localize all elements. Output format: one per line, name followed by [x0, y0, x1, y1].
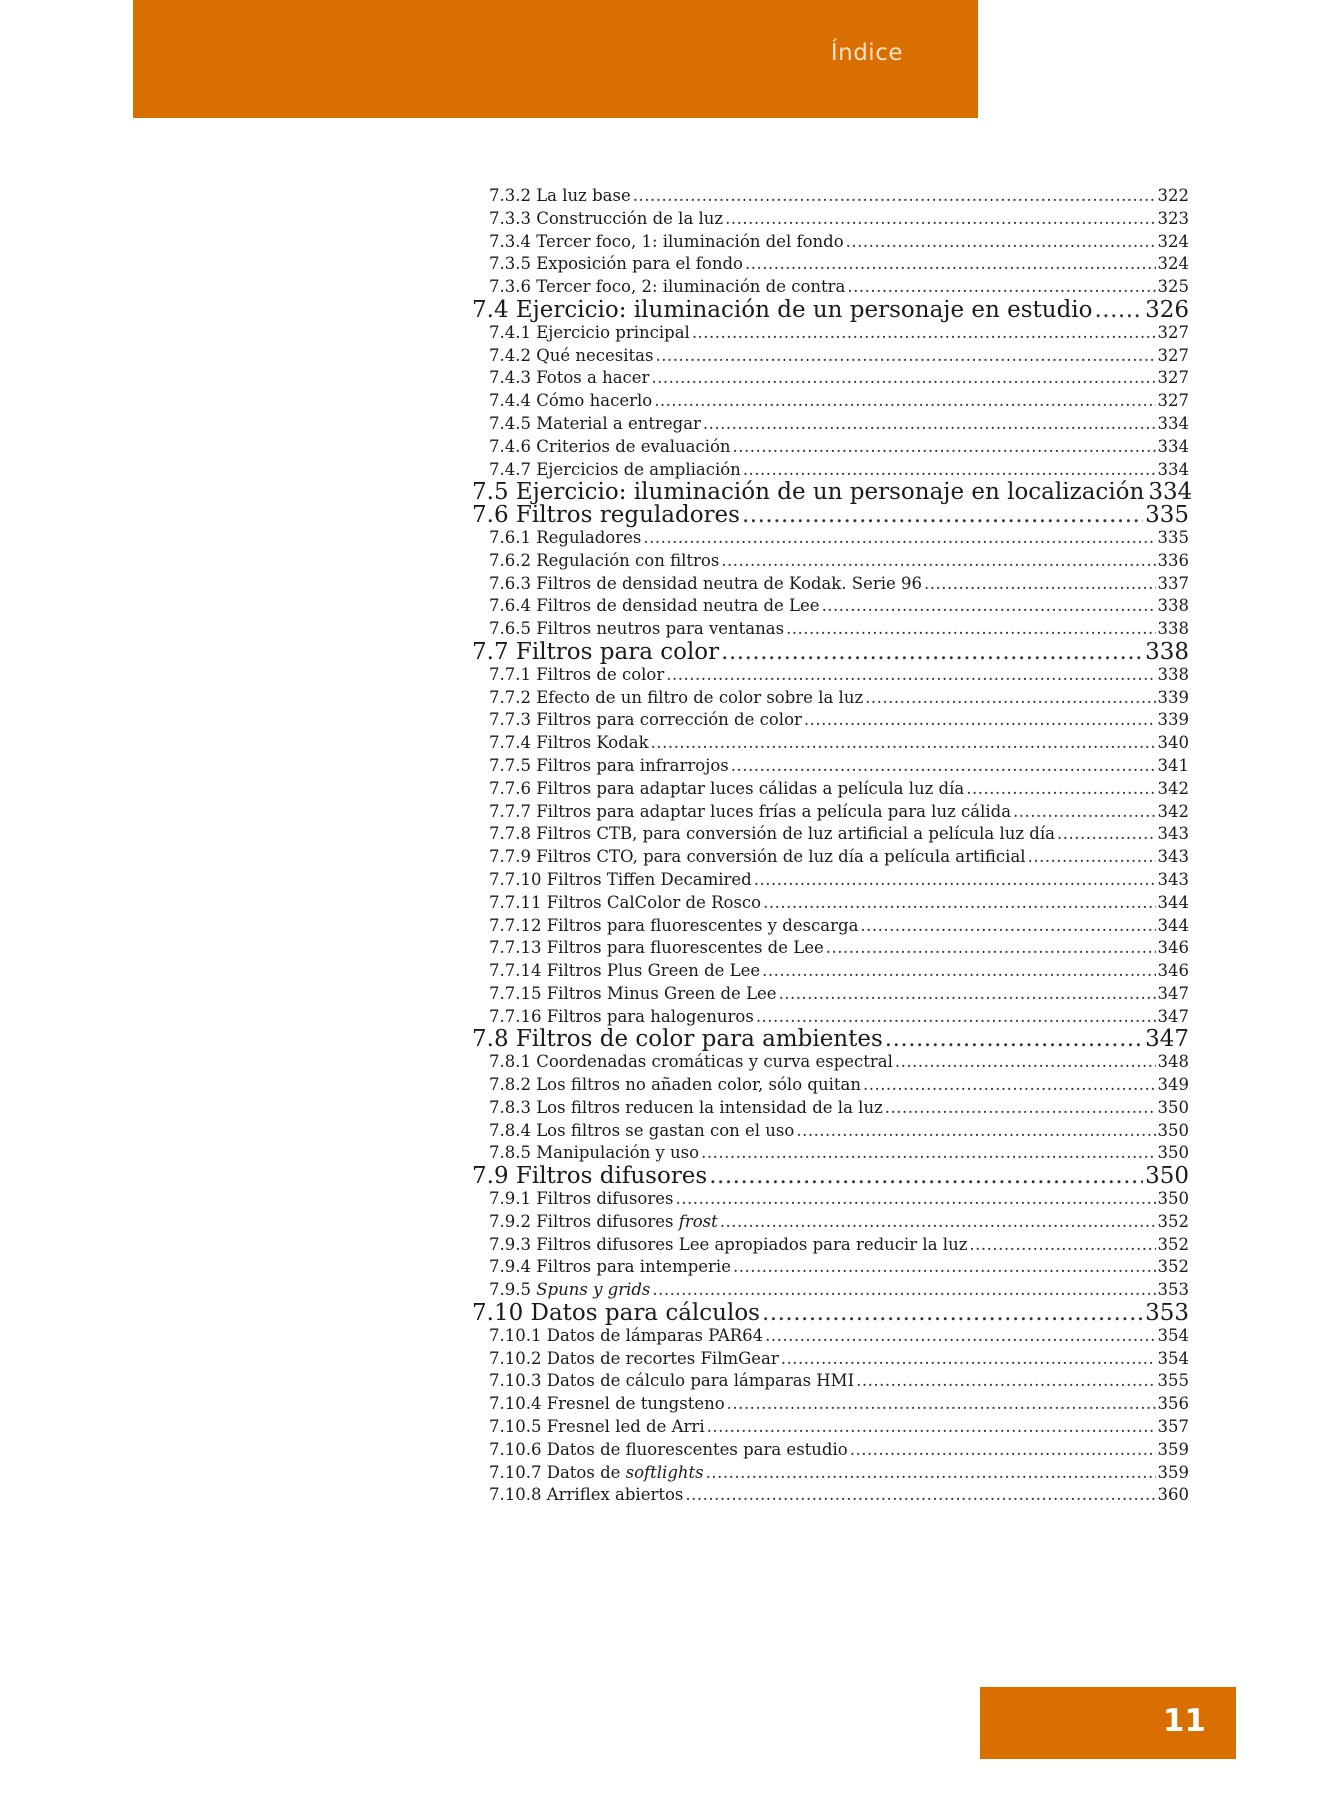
toc-entry-label: 7.7 Filtros para color [472, 638, 720, 665]
toc-dot-leader [727, 1393, 1156, 1416]
toc-entry-page: 348 [1157, 1052, 1189, 1072]
toc-dot-leader [1095, 299, 1144, 322]
toc-entry-page: 343 [1157, 824, 1189, 844]
toc-entry-page: 353 [1157, 1280, 1189, 1300]
toc-entry-label: 7.7.3 Filtros para corrección de color [489, 710, 802, 730]
toc-subsection-entry[interactable] [472, 755, 1189, 778]
toc-entry-page: 346 [1157, 938, 1189, 958]
toc-subsection-entry[interactable] [472, 1188, 1189, 1211]
toc-subsection-entry[interactable] [472, 276, 1189, 299]
toc-subsection-entry[interactable] [472, 1439, 1189, 1462]
toc-entry-label: 7.10.8 Arriflex abiertos [489, 1485, 684, 1505]
toc-entry-page: 359 [1157, 1462, 1189, 1482]
toc-entry-label: 7.3.4 Tercer foco, 1: iluminación del fondo [489, 231, 844, 251]
toc-entry-label: 7.4.1 Ejercicio principal [489, 322, 690, 342]
toc-entry-page: 335 [1157, 527, 1189, 547]
toc-entry-label: 7.10.5 Fresnel led de Arri [489, 1417, 705, 1437]
toc-dot-leader [786, 618, 1155, 641]
toc-entry-label: 7.7.12 Filtros para fluorescentes y descarga [489, 915, 859, 935]
toc-dot-leader [709, 1165, 1143, 1188]
toc-dot-leader [721, 641, 1143, 664]
toc-dot-leader [733, 1256, 1156, 1279]
toc-entry-label: 7.9.4 Filtros para intemperie [489, 1257, 731, 1277]
toc-entry-page: 334 [1148, 479, 1193, 506]
toc-entry-page: 342 [1157, 778, 1189, 798]
toc-entry-page: 334 [1157, 436, 1189, 456]
toc-dot-leader [1028, 846, 1156, 869]
toc-entry-page: 350 [1157, 1189, 1189, 1209]
toc-dot-leader [826, 937, 1156, 960]
toc-entry-label: 7.7.15 Filtros Minus Green de Lee [489, 983, 777, 1003]
toc-dot-leader [762, 1302, 1143, 1325]
toc-entry-page: 327 [1157, 368, 1189, 388]
toc-subsection-entry[interactable] [472, 1325, 1189, 1348]
toc-entry-label: 7.8 Filtros de color para ambientes [472, 1026, 883, 1053]
toc-dot-leader [655, 345, 1155, 368]
toc-entry-page: 353 [1145, 1300, 1189, 1327]
toc-subsection-entry[interactable] [472, 595, 1189, 618]
toc-dot-leader [885, 1028, 1143, 1051]
toc-subsection-entry[interactable] [472, 1211, 1189, 1234]
toc-section-entry[interactable] [472, 1028, 1189, 1051]
toc-section-entry[interactable] [472, 479, 1193, 506]
toc-entry-page: 322 [1157, 186, 1189, 205]
toc-dot-leader [725, 208, 1155, 231]
toc-entry-page: 352 [1157, 1257, 1189, 1277]
toc-dot-leader [781, 1348, 1156, 1371]
toc-entry-label: 7.10.3 Datos de cálculo para lámparas HMI [489, 1371, 855, 1391]
toc-entry-page: 350 [1157, 1120, 1189, 1140]
toc-entry-page: 340 [1157, 733, 1189, 753]
toc-dot-leader [666, 664, 1155, 687]
toc-entry-label: 7.6 Filtros reguladores [472, 502, 740, 529]
toc-dot-leader [652, 1279, 1155, 1302]
toc-dot-leader [745, 253, 1156, 276]
toc-entry-label: 7.8.5 Manipulación y uso [489, 1143, 700, 1163]
toc-entry-page: 344 [1157, 892, 1189, 912]
toc-entry-label: 7.9 Filtros difusores [472, 1163, 708, 1190]
toc-entry-label: 7.3.3 Construcción de la luz [489, 208, 724, 228]
toc-subsection-entry[interactable] [472, 390, 1189, 413]
toc-entry-page: 338 [1145, 638, 1189, 665]
toc-subsection-entry[interactable] [472, 960, 1189, 983]
toc-entry-label: 7.5 Ejercicio: iluminación de un personaje en localización [472, 479, 1145, 506]
toc-entry-page: 352 [1157, 1211, 1189, 1231]
toc-subsection-entry[interactable] [472, 1256, 1189, 1279]
toc-entry-page: 360 [1157, 1485, 1189, 1505]
toc-entry-label: 7.4.5 Material a entregar [489, 413, 701, 433]
toc-entry-label: 7.3.2 La luz base [489, 186, 631, 205]
toc-dot-leader [885, 1097, 1156, 1120]
toc-entry-label: 7.7.13 Filtros para fluorescentes de Lee [489, 938, 824, 958]
toc-entry-page: 343 [1157, 869, 1189, 889]
toc-dot-leader [707, 1416, 1156, 1439]
toc-entry-page: 356 [1157, 1394, 1189, 1414]
toc-entry-label: 7.6.3 Filtros de densidad neutra de Kodak. Serie 96 [489, 573, 923, 593]
toc-dot-leader [651, 367, 1155, 390]
toc-entry-page: 343 [1157, 847, 1189, 867]
toc-subsection-entry[interactable] [472, 869, 1189, 892]
toc-dot-leader [633, 185, 1156, 208]
toc-entry-page: 354 [1157, 1325, 1189, 1345]
toc-entry-label: 7.4 Ejercicio: iluminación de un personaje en estudio [472, 296, 1093, 323]
toc-entry-page: 350 [1145, 1163, 1189, 1190]
toc-entry-page: 323 [1157, 208, 1189, 228]
toc-entry-page: 341 [1157, 755, 1189, 775]
toc-dot-leader [720, 1211, 1156, 1234]
toc-entry-page: 355 [1157, 1371, 1189, 1391]
toc-dot-leader [969, 1234, 1155, 1257]
toc-subsection-entry[interactable] [472, 618, 1189, 641]
toc-subsection-entry[interactable] [472, 664, 1189, 687]
toc-subsection-entry[interactable] [472, 1074, 1189, 1097]
toc-entry-label: 7.9.2 Filtros difusores frost [489, 1211, 718, 1231]
toc-entry-label: 7.6.1 Reguladores [489, 527, 642, 547]
toc-dot-leader [846, 231, 1156, 254]
toc-section-entry[interactable] [472, 296, 1189, 323]
toc-entry-page: 338 [1157, 664, 1189, 684]
toc-entry-page: 350 [1157, 1097, 1189, 1117]
toc-entry-page: 347 [1145, 1026, 1189, 1053]
toc-subsection-entry[interactable] [472, 1393, 1189, 1416]
toc-entry-page: 327 [1157, 391, 1189, 411]
toc-dot-leader [676, 1188, 1156, 1211]
toc-dot-leader [756, 1006, 1156, 1029]
toc-subsection-entry[interactable] [472, 1348, 1189, 1371]
toc-entry-page: 327 [1157, 345, 1189, 365]
toc-entry-page: 324 [1157, 231, 1189, 251]
toc-dot-leader [743, 459, 1156, 482]
toc-dot-leader [703, 413, 1156, 436]
toc-dot-leader [643, 527, 1155, 550]
toc-entry-label: 7.10.7 Datos de softlights [489, 1462, 704, 1482]
toc-subsection-entry[interactable] [472, 253, 1189, 276]
toc-entry-label: 7.7.10 Filtros Tiffen Decamired [489, 869, 752, 889]
toc-dot-leader [966, 778, 1155, 801]
toc-dot-leader [763, 892, 1155, 915]
toc-entry-page: 338 [1157, 596, 1189, 616]
toc-entry-label: 7.6.5 Filtros neutros para ventanas [489, 619, 785, 639]
toc-entry-page: 339 [1157, 687, 1189, 707]
toc-entry-label: 7.7.5 Filtros para infrarrojos [489, 755, 729, 775]
toc-dot-leader [762, 960, 1155, 983]
toc-subsection-entry[interactable] [472, 801, 1189, 824]
toc-dot-leader [742, 504, 1143, 527]
toc-entry-page: 350 [1157, 1143, 1189, 1163]
toc-section-entry[interactable] [472, 1302, 1189, 1325]
toc-subsection-entry[interactable] [472, 367, 1189, 390]
toc-entry-label: 7.7.14 Filtros Plus Green de Lee [489, 961, 761, 981]
toc-dot-leader [733, 436, 1156, 459]
toc-dot-leader [847, 276, 1155, 299]
toc-dot-leader [721, 550, 1155, 573]
toc-subsection-entry[interactable] [472, 322, 1189, 345]
toc-entry-page: 335 [1145, 502, 1189, 529]
toc-entry-label: 7.7.6 Filtros para adaptar luces cálidas a película luz día [489, 778, 965, 798]
toc-entry-label: 7.4.6 Criterios de evaluación [489, 436, 731, 456]
toc-entry-label: 7.7.2 Efecto de un filtro de color sobre la luz [489, 687, 864, 707]
toc-subsection-entry[interactable] [472, 345, 1189, 368]
toc-dot-leader [692, 322, 1156, 345]
toc-subsection-entry[interactable] [472, 709, 1189, 732]
toc-entry-label: 7.4.4 Cómo hacerlo [489, 391, 653, 411]
toc-dot-leader [654, 390, 1155, 413]
toc-subsection-entry[interactable] [472, 208, 1189, 231]
toc-dot-leader [796, 1120, 1155, 1143]
toc-entry-page: 324 [1157, 254, 1189, 274]
toc-section-entry[interactable] [472, 1165, 1189, 1188]
toc-dot-leader [860, 915, 1155, 938]
table-of-contents [472, 185, 1193, 1507]
toc-entry-label: 7.7.16 Filtros para halogenuros [489, 1006, 754, 1026]
toc-dot-leader [1057, 823, 1156, 846]
toc-entry-label: 7.6.4 Filtros de densidad neutra de Lee [489, 596, 820, 616]
toc-entry-page: 354 [1157, 1348, 1189, 1368]
toc-subsection-entry[interactable] [472, 1279, 1189, 1302]
toc-subsection-entry[interactable] [472, 846, 1189, 869]
toc-subsection-entry[interactable] [472, 1006, 1189, 1029]
toc-entry-label: 7.10 Datos para cálculos [472, 1300, 760, 1327]
header-bar [133, 0, 978, 118]
toc-dot-leader [779, 983, 1156, 1006]
toc-entry-label: 7.10.4 Fresnel de tungsteno [489, 1394, 725, 1414]
toc-dot-leader [651, 732, 1156, 755]
toc-entry-label: 7.3.5 Exposición para el fondo [489, 254, 743, 274]
toc-subsection-entry[interactable] [472, 573, 1189, 596]
toc-entry-label: 7.8.1 Coordenadas cromáticas y curva espectral [489, 1052, 893, 1072]
toc-entry-page: 352 [1157, 1234, 1189, 1254]
toc-entry-label: 7.6.2 Regulación con filtros [489, 550, 720, 570]
toc-entry-label: 7.4.3 Fotos a hacer [489, 368, 650, 388]
toc-subsection-entry[interactable] [472, 687, 1189, 710]
toc-dot-leader [1013, 801, 1155, 824]
toc-entry-page: 338 [1157, 619, 1189, 639]
toc-dot-leader [754, 869, 1156, 892]
toc-entry-page: 357 [1157, 1417, 1189, 1437]
toc-subsection-entry[interactable] [472, 413, 1189, 436]
toc-dot-leader [865, 687, 1155, 710]
page-number-badge [980, 1687, 1236, 1759]
toc-entry-label: 7.7.9 Filtros CTO, para conversión de luz día a película artificial [489, 847, 1026, 867]
toc-subsection-entry[interactable] [472, 1142, 1189, 1165]
toc-entry-label: 7.9.1 Filtros difusores [489, 1189, 674, 1209]
toc-entry-label: 7.7.7 Filtros para adaptar luces frías a película para luz cálida [489, 801, 1012, 821]
toc-subsection-entry[interactable] [472, 892, 1189, 915]
toc-subsection-entry[interactable] [472, 1370, 1189, 1393]
page-title: Índice [830, 40, 903, 66]
toc-entry-label: 7.10.6 Datos de fluorescentes para estudio [489, 1439, 848, 1459]
toc-dot-leader [863, 1074, 1156, 1097]
toc-entry-label: 7.10.2 Datos de recortes FilmGear [489, 1348, 779, 1368]
toc-dot-leader [701, 1142, 1155, 1165]
toc-entry-label: 7.4.7 Ejercicios de ampliación [489, 459, 741, 479]
page-number: 11 [1162, 1703, 1206, 1739]
toc-dot-leader [706, 1462, 1156, 1485]
toc-subsection-entry[interactable] [472, 983, 1189, 1006]
toc-entry-page: 327 [1157, 322, 1189, 342]
toc-dot-leader [924, 573, 1155, 596]
toc-entry-label: 7.8.2 Los filtros no añaden color, sólo quitan [489, 1075, 861, 1095]
toc-subsection-entry[interactable] [472, 231, 1189, 254]
toc-entry-page: 326 [1145, 296, 1189, 323]
toc-subsection-entry[interactable] [472, 1416, 1189, 1439]
toc-subsection-entry[interactable] [472, 778, 1189, 801]
toc-dot-leader [895, 1051, 1156, 1074]
toc-subsection-entry[interactable] [472, 527, 1189, 550]
toc-entry-page: 339 [1157, 710, 1189, 730]
toc-entry-label: 7.4.2 Qué necesitas [489, 345, 654, 365]
toc-section-entry[interactable] [472, 638, 1189, 665]
toc-subsection-entry[interactable] [472, 1120, 1189, 1143]
toc-dot-leader [850, 1439, 1156, 1462]
toc-entry-label: 7.7.4 Filtros Kodak [489, 733, 649, 753]
toc-entry-label: 7.7.8 Filtros CTB, para conversión de luz artificial a película luz día [489, 824, 1055, 844]
toc-entry-label: 7.9.3 Filtros difusores Lee apropiados para reducir la luz [489, 1234, 968, 1254]
toc-section-entry[interactable] [472, 504, 1189, 527]
toc-subsection-entry[interactable] [472, 732, 1189, 755]
toc-subsection-entry[interactable] [472, 1051, 1189, 1074]
toc-subsection-entry[interactable] [472, 1462, 1189, 1485]
toc-entry-page: 349 [1157, 1075, 1189, 1095]
toc-entry-page: 334 [1157, 459, 1189, 479]
toc-entry-label: 7.7.11 Filtros CalColor de Rosco [489, 892, 762, 912]
toc-entry-page: 337 [1157, 573, 1189, 593]
toc-entry-page: 344 [1157, 915, 1189, 935]
toc-dot-leader [765, 1325, 1155, 1348]
toc-subsection-entry[interactable] [472, 436, 1189, 459]
toc-subsection-entry[interactable] [472, 937, 1189, 960]
toc-entry-label: 7.10.1 Datos de lámparas PAR64 [489, 1325, 764, 1345]
toc-entry-page: 342 [1157, 801, 1189, 821]
toc-subsection-entry[interactable] [472, 1484, 1189, 1507]
toc-entry-page: 334 [1157, 413, 1189, 433]
toc-entry-page: 347 [1157, 1006, 1189, 1026]
toc-entry-label: 7.8.4 Los filtros se gastan con el uso [489, 1120, 795, 1140]
toc-entry-page: 359 [1157, 1439, 1189, 1459]
toc-subsection-entry[interactable] [472, 823, 1189, 846]
toc-entry-label: 7.3.6 Tercer foco, 2: iluminación de contra [489, 277, 846, 297]
toc-entry-label: 7.9.5 Spuns y grids [489, 1280, 651, 1300]
toc-entry-label: 7.7.1 Filtros de color [489, 664, 665, 684]
toc-entry-page: 346 [1157, 961, 1189, 981]
toc-subsection-entry[interactable] [472, 1097, 1189, 1120]
toc-subsection-entry[interactable] [472, 1234, 1189, 1257]
toc-entry-label: 7.8.3 Los filtros reducen la intensidad de la luz [489, 1097, 883, 1117]
toc-entry-page: 347 [1157, 983, 1189, 1003]
toc-dot-leader [731, 755, 1156, 778]
toc-entry-page: 336 [1157, 550, 1189, 570]
toc-dot-leader [804, 709, 1156, 732]
toc-subsection-entry[interactable] [472, 185, 1189, 208]
toc-dot-leader [856, 1370, 1155, 1393]
toc-dot-leader [822, 595, 1156, 618]
toc-subsection-entry[interactable] [472, 550, 1189, 573]
toc-dot-leader [685, 1484, 1155, 1507]
toc-subsection-entry[interactable] [472, 459, 1189, 482]
toc-subsection-entry[interactable] [472, 915, 1189, 938]
toc-entry-page: 325 [1157, 277, 1189, 297]
